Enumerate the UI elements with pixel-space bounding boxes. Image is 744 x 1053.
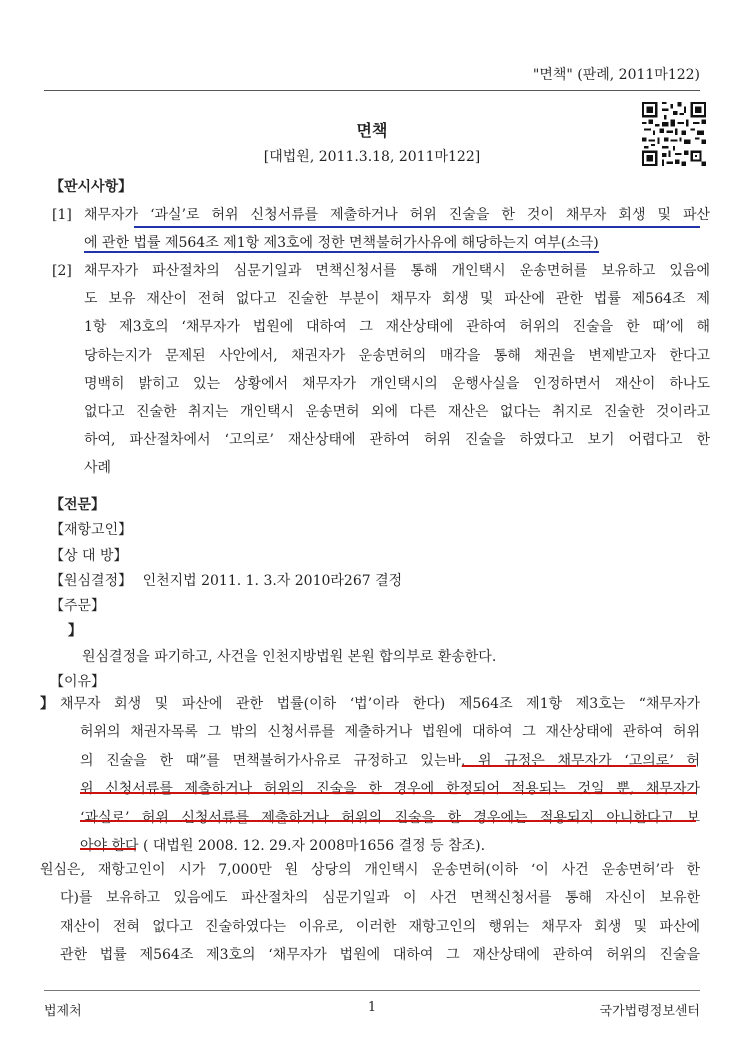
holding-line: 없다고 진술한 취지는 개인택시 운송면허 외에 다른 재산은 없다는 취지로 진술한 것이라고 [84, 404, 710, 421]
red-underline [80, 848, 136, 850]
holding-line: 에 관한 법률 제564조 제1항 제3호에 정한 면책불허가사유에 해당하는지 여부(소극) [84, 235, 599, 252]
holding-item-number: [1] [52, 207, 72, 223]
holding-line: 사례 [84, 460, 112, 477]
reason-line: 원심은, 재항고인이 시가 7,000만 원 상당의 개인택시 운송면허(이하 ‘이 사건 운송면허’라 한 [40, 862, 700, 878]
reason-line: 허위의 채권자목록 그 밖의 신청서류를 제출하거나 법원에 대하여 그 재산상태에 관하여 허위 [80, 724, 700, 741]
reason-label: 【이유】 [50, 674, 106, 690]
red-underline [80, 792, 696, 794]
holding-line: 당하는지가 문제된 사안에서, 채권자가 운송면허의 매각을 통해 채권을 변제받고자 한다고 [84, 347, 710, 364]
holding-item-2 [52, 257, 712, 483]
reason-paragraph-2 [40, 856, 700, 970]
document-title: 면책 [356, 121, 388, 140]
reason-line: 관한 법률 제564조 제3호의 ‘채무자가 법원에 대하여 그 재산상태에 관하여 허위의 진술을 [60, 947, 700, 964]
blue-underline [134, 226, 700, 228]
reason-line: 위 신청서류를 제출하거나 허위의 진술을 한 경우에 한정되어 적용되는 것일 뿐, 채무자가 [80, 781, 700, 798]
doc-reference: "면책" (판례, 2011마122) [532, 67, 700, 83]
footer-publisher: 국가법령정보센터 [599, 1004, 700, 1019]
red-underline [462, 765, 696, 767]
original-decision-row [50, 570, 402, 590]
holding-line: 채무자가 ‘과실’로 허위 신청서류를 제출하거나 허위 진술을 한 것이 채무자 회생 및 파산 [84, 207, 710, 223]
red-underline [80, 820, 696, 822]
reason-line: 의 진술을 한 때”를 면책불허가사유로 규정하고 있는바, 위 규정은 채무자가 ‘고의로’ 허 [80, 752, 700, 769]
reason-bracket: 】 [40, 696, 54, 712]
order-text: 원심결정을 파기하고, 사건을 인천지방법원 본원 합의부로 환송한다. [82, 649, 497, 665]
page-number: 1 [367, 1000, 377, 1015]
reason-paragraph-1 [60, 690, 700, 860]
holding-item-number: [2] [52, 263, 72, 279]
appellant-label: 【재항고인】 [50, 522, 133, 538]
original-decision-label: 【원심결정】 [50, 573, 133, 589]
holding-item-1 [52, 201, 712, 257]
reason-line: 재산이 전혀 없다고 진술하였다는 이유로, 이러한 재항고인의 행위는 채무자 회생 및 파산에 [60, 918, 700, 935]
holding-section-heading: 【판시사항】 [50, 179, 133, 195]
header-divider [44, 90, 700, 91]
full-text-heading: 【전문】 [50, 497, 106, 513]
reason-line: 채무자 회생 및 파산에 관한 법률(이하 ‘법’이라 한다) 제564조 제1항 제3호는 “채무자가 [60, 696, 700, 712]
holding-line: 하여, 파산절차에서 ‘고의로’ 재산상태에 관하여 허위 진술을 하였다고 보기 어렵다고 한 [84, 432, 710, 449]
case-citation: [대법원, 2011.3.18, 2011마122] [263, 149, 481, 165]
holding-line: 도 보유 재산이 전혀 없다고 진술한 부분이 채무자 회생 및 파산에 관한 법률 제564조 제 [84, 291, 710, 308]
reason-line: 아야 한다 ( 대법원 2008. 12. 29.자 2008마1656 결정 등 참조). [80, 838, 486, 855]
holding-line: 명백히 밝히고 있는 상황에서 채무자가 개인택시의 운행사실을 인정하면서 재산이 하나도 [84, 375, 710, 392]
footer-source: 법제처 [44, 1004, 82, 1019]
order-label: 【주문】 [50, 598, 106, 614]
holding-line: 1항 제3호의 ‘채무자가 법원에 대하여 그 재산상태에 관하여 허위의 진술을 한 때’에 해 [84, 319, 710, 336]
order-bracket: 】 [68, 623, 82, 639]
reason-line: 다)를 보유하고 있음에도 파산절차의 심문기일과 이 사건 면책신청서를 통해 자신이 보유한 [60, 890, 700, 907]
counterparty-label: 【상 대 방】 [50, 548, 128, 564]
footer-divider [44, 990, 700, 991]
holding-line: 채무자가 파산절차의 심문기일과 면책신청서를 통해 개인택시 운송면허를 보유하고 있음에 [84, 263, 710, 279]
reason-line: ‘과실로’ 허위 신청서류를 제출하거나 허위의 진술을 한 경우에는 적용되지 아니한다고 보 [80, 809, 700, 826]
original-decision-value: 인천지법 2011. 1. 3.자 2010라267 결정 [142, 573, 403, 589]
